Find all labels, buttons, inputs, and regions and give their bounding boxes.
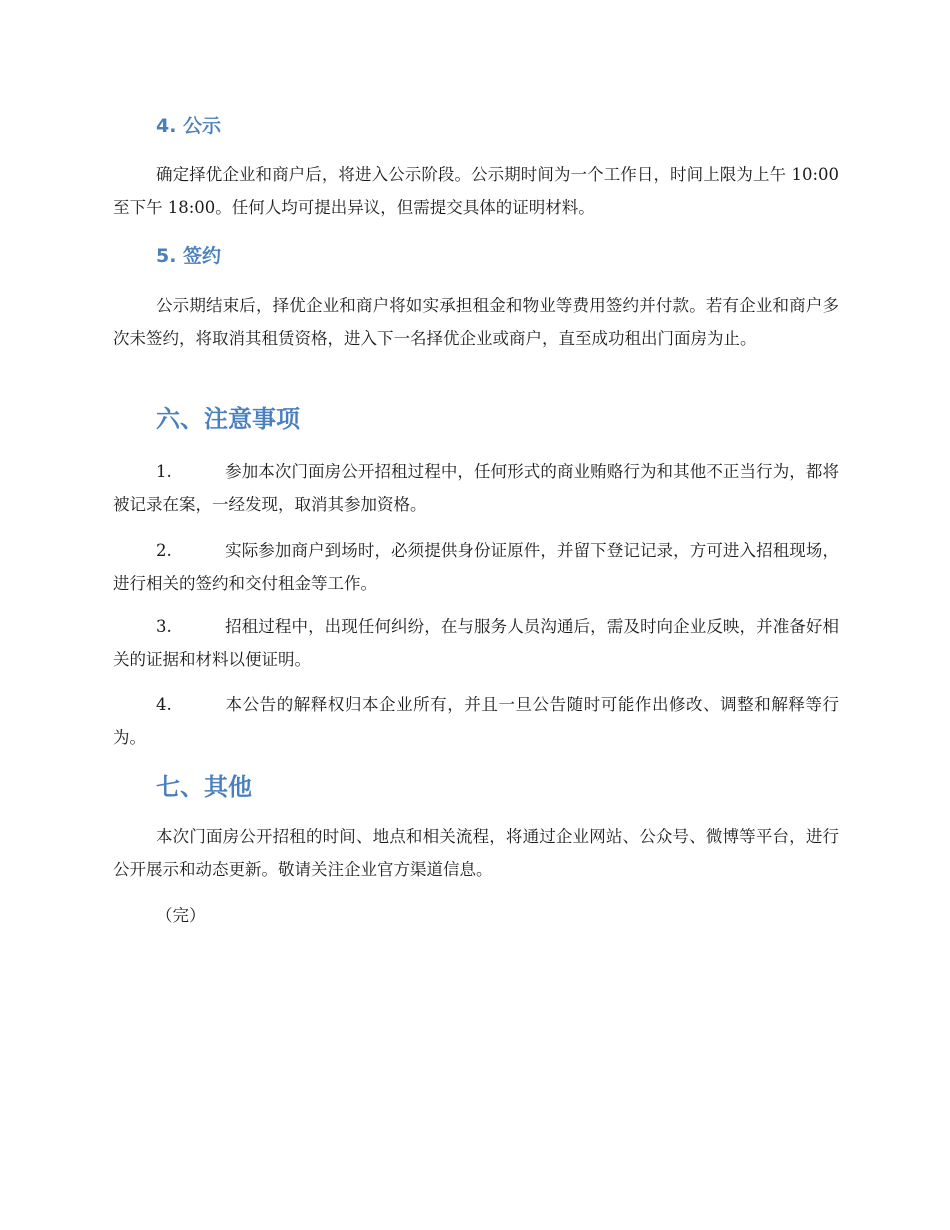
signing-paragraph: 公示期结束后，择优企业和商户将如实承担租金和物业等费用签约并付款。若有企业和商户多次未签约，将取消其租赁资格，进入下一名择优企业或商户，直至成功租出门面房为止。 bbox=[113, 296, 839, 348]
note-text: 参加本次门面房公开招租过程中，任何形式的商业贿赂行为和其他不正当行为，都将被记录在案，一经发现，取消其参加资格。 bbox=[113, 462, 839, 514]
note-number: 2. bbox=[156, 541, 172, 560]
note-item bbox=[113, 688, 839, 754]
section-heading-other: 七、其他 bbox=[156, 773, 252, 801]
section-heading-notes: 六、注意事项 bbox=[156, 405, 300, 433]
note-number: 3. bbox=[156, 617, 172, 636]
note-text: 实际参加商户到场时，必须提供身份证原件，并留下登记记录，方可进入招租现场，进行相关的签约和交付租金等工作。 bbox=[113, 541, 839, 593]
section-heading-publicity: 4. 公示 bbox=[156, 115, 222, 137]
end-mark: （完） bbox=[156, 906, 206, 925]
other-paragraph: 本次门面房公开招租的时间、地点和相关流程，将通过企业网站、公众号、微博等平台，进行公开展示和动态更新。敬请关注企业官方渠道信息。 bbox=[113, 827, 839, 879]
publicity-paragraph: 确定择优企业和商户后，将进入公示阶段。公示期时间为一个工作日，时间上限为上午 10:00 至下午 18:00。任何人均可提出异议，但需提交具体的证明材料。 bbox=[113, 165, 839, 217]
section-heading-signing: 5. 签约 bbox=[156, 245, 222, 267]
note-text: 招租过程中，出现任何纠纷，在与服务人员沟通后，需及时向企业反映，并准备好相关的证据和材料以便证明。 bbox=[113, 617, 839, 669]
note-item bbox=[113, 455, 839, 521]
note-text: 本公告的解释权归本企业所有，并且一旦公告随时可能作出修改、调整和解释等行为。 bbox=[113, 695, 839, 747]
note-item bbox=[113, 610, 839, 676]
note-number: 4. bbox=[156, 695, 172, 714]
note-item bbox=[113, 534, 839, 600]
note-number: 1. bbox=[156, 462, 172, 481]
